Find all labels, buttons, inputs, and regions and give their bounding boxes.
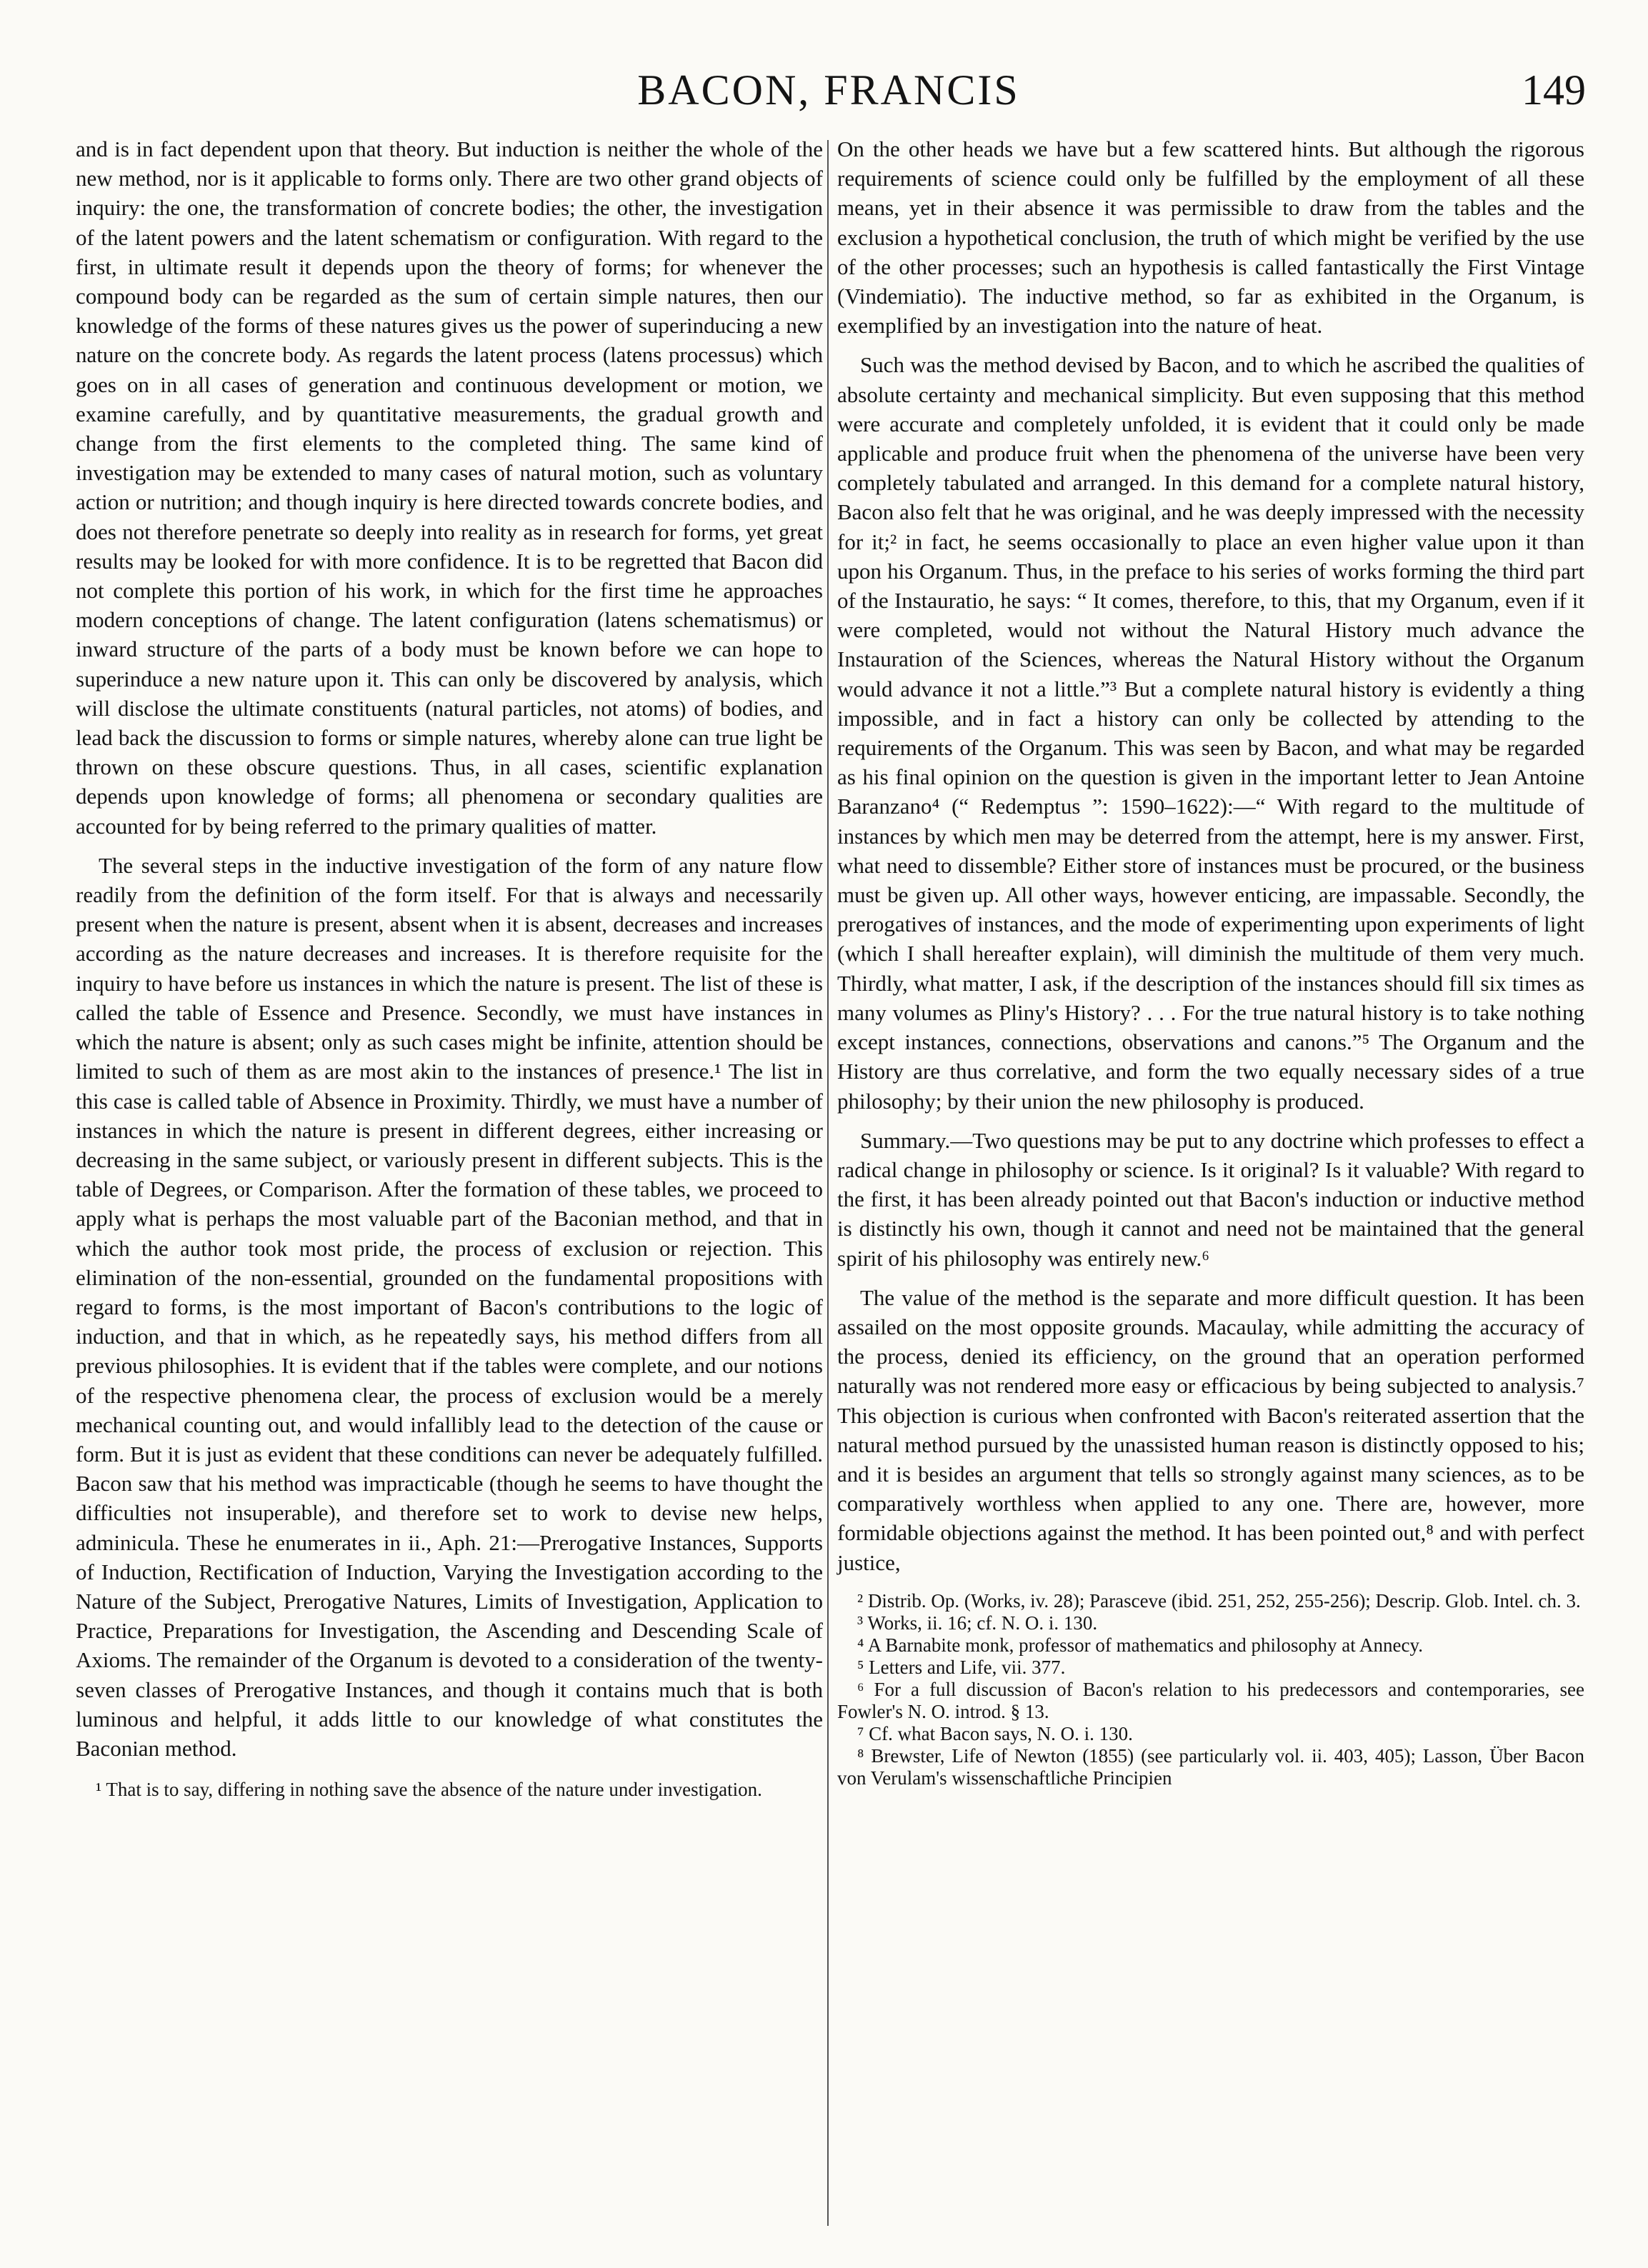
paragraph: The value of the method is the separate and more difficult question. It has been assailed on the most opposite grounds. Macaulay, while admitting the accuracy of the process, denied its efficiency, on the ground that an operation performed naturally was not rendered more easy or efficacious by being subjected to analysis.⁷ This objection is curious when confronted with Bacon's reiterated assertion that the natural method pursued by the unassisted human reason is distinctly opposed to his; and it is besides an argument that tells so strongly against many sciences, as to be comparatively worthless when applied to any one. There are, however, more formidable objections against the method. It has been pointed out,⁸ and with perfect justice, bbox=[837, 1284, 1584, 1575]
page-number: 149 bbox=[1522, 66, 1586, 114]
paragraph: The several steps in the inductive investigation of the form of any nature flow readily from the definition of the form itself. For that is always and necessarily present when the nature is present, absent when it is absent, decreases and increases according as the nature decreases and increases. It is therefore requisite for the inquiry to have before us instances in which the nature is present. The list of these is called the table of Essence and Presence. Secondly, we must have instances in which the nature is absent; only as such cases might be infinite, attention should be limited to such of them as are most akin to the instances of presence.¹ The list in this case is called table of Absence in Proximity. Thirdly, we must have a number of instances in which the nature is present in different degrees, either increasing or decreasing in the same subject, or variously present in different subjects. This is the table of Degrees, or Comparison. After the formation of these tables, we proceed to apply what is perhaps the most valuable part of the Baconian method, and that in which the author took most pride, the process of exclusion or rejection. This elimination of the non-essential, grounded on the fundamental propositions with regard to forms, is the most important of Bacon's contributions to the logic of induction, and that in which, as he repeatedly says, his method differs from all previous philosophies. It is evident that if the tables were complete, and our notions of the respective phenomena clear, the process of exclusion would be a merely mechanical counting out, and would infallibly lead to the detection of the cause or form. But it is just as evident that these conditions can never be adequately fulfilled. Bacon saw that his method was impracticable (though he seems to have thought the difficulties not insuperable), and therefore set to work to devise new helps, adminicula. These he enumerates in ii., Aph. 21:—Prerogative Instances, Supports of Induction, Rectification of Induction, Varying the Investigation according to the Nature of the Subject, Prerogative Natures, Limits of Investigation, Application to Practice, Preparations for Investigation, the Ascending and Descending Scale of Axioms. The remainder of the Organum is devoted to a consideration of the twenty-seven classes of Prerogative Instances, and though it contains much that is both luminous and helpful, it adds little to our knowledge of what constitutes the Baconian method. bbox=[76, 852, 823, 1761]
footnote: ⁸ Brewster, Life of Newton (1855) (see particularly vol. ii. 403, 405); Lasson, Über Bacon von Verulam's wissenschaftliche Principien bbox=[837, 1744, 1584, 1789]
footnote: ⁵ Letters and Life, vii. 377. bbox=[857, 1656, 1066, 1678]
footnote: ⁷ Cf. what Bacon says, N. O. i. 130. bbox=[857, 1722, 1133, 1744]
paragraph: Summary.—Two questions may be put to any doctrine which professes to effect a radical change in philosophy or science. Is it original? Is it valuable? With regard to the first, it has been already pointed out that Bacon's induction or inductive method is distinctly his own, though it cannot and need not be maintained that the general spirit of his philosophy was entirely new.⁶ bbox=[837, 1127, 1584, 1271]
footnote: ³ Works, ii. 16; cf. N. O. i. 130. bbox=[857, 1612, 1098, 1634]
running-title: BACON, FRANCIS bbox=[637, 66, 1020, 114]
left-column bbox=[76, 134, 823, 2249]
right-column bbox=[837, 134, 1584, 2249]
footnotes bbox=[837, 1590, 1584, 1789]
footnote: ⁴ A Barnabite monk, professor of mathematics and philosophy at Annecy. bbox=[857, 1634, 1424, 1656]
paragraph: and is in fact dependent upon that theory. But induction is neither the whole of the new method, nor is it applicable to forms only. There are two other grand objects of inquiry: the one, the transformation of concrete bodies; the other, the investigation of the latent powers and the latent schematism or configuration. With regard to the first, in ultimate result it depends upon the theory of forms; for whenever the compound body can be regarded as the sum of certain simple natures, then our knowledge of the forms of these natures gives us the power of superinducing a new nature on the concrete body. As regards the latent process (latens processus) which goes on in all cases of generation and continuous development or motion, we examine carefully, and by quantitative measurements, the gradual growth and change from the first elements to the completed thing. The same kind of investigation may be extended to many cases of natural motion, such as voluntary action or nutrition; and though inquiry is here directed towards concrete bodies, and does not therefore penetrate so deeply into reality as in research for forms, yet great results may be looked for with more confidence. It is to be regretted that Bacon did not complete this portion of his work, in which for the first time he approaches modern conceptions of change. The latent configuration (latens schematismus) or inward structure of the parts of a body must be known before we can hope to superinduce a new nature upon it. This can only be discovered by analysis, which will disclose the ultimate constituents (natural particles, not atoms) of bodies, and lead back the discussion to forms or simple natures, whereby alone can true light be thrown on these obscure questions. Thus, in all cases, scientific explanation depends upon knowledge of forms; all phenomena or secondary qualities are accounted for by being referred to the primary qualities of matter. bbox=[76, 136, 823, 839]
paragraph: Such was the method devised by Bacon, and to which he ascribed the qualities of absolute certainty and mechanical simplicity. But even supposing that this method were accurate and completely unfolded, it is evident that it could only be made applicable and produce fruit when the phenomena of the universe have been very completely tabulated and arranged. In this demand for a complete natural history, Bacon also felt that he was original, and he was deeply impressed with the necessity for it;² in fact, he seems occasionally to place an even higher value upon it than upon his Organum. Thus, in the preface to his series of works forming the third part of the Instauratio, he says: “ It comes, therefore, to this, that my Organum, even if it were completed, would not without the Natural History much advance the Instauration of the Sciences, whereas the Natural History without the Organum would advance it not a little.”³ But a complete natural history is evidently a thing impossible, and in fact a history can only be collected by attending to the requirements of the Organum. This was seen by Bacon, and what may be regarded as his final opinion on the question is given in the important letter to Jean Antoine Baranzano⁴ (“ Redemptus ”: 1590–1622):—“ With regard to the multitude of instances by which men may be deterred from the attempt, here is my answer. First, what need to dissemble? Either store of instances must be procured, or the business must be given up. All other ways, however enticing, are impassable. Secondly, the prerogatives of instances, and the mode of experimenting upon experiments of light (which I shall hereafter explain), will diminish the multitude of them very much. Thirdly, what matter, I ask, if the description of the instances should fill six times as many volumes as Pliny's History? . . . For the true natural history is to take nothing except instances, connections, observations and canons.”⁵ The Organum and the History are thus correlative, and form the two equally necessary sides of a true philosophy; by their union the new philosophy is produced. bbox=[837, 352, 1584, 1114]
footnote: ¹ That is to say, differing in nothing save the absence of the nature under investigation. bbox=[96, 1779, 762, 1801]
paragraph: On the other heads we have but a few scattered hints. But although the rigorous requirements of science could only be fulfilled by the employment of all these means, yet in their absence it was permissible to draw from the tables and the exclusion a hypothetical conclusion, the truth of which might be verified by the use of the other processes; such an hypothesis is called fantastically the First Vintage (Vindemiatio). The inductive method, so far as exhibited in the Organum, is exemplified by an investigation into the nature of heat. bbox=[837, 136, 1584, 339]
footnote: ⁶ For a full discussion of Bacon's relation to his predecessors and contemporaries, see Fowler's N. O. introd. § 13. bbox=[837, 1678, 1584, 1722]
column-divider bbox=[827, 140, 829, 2226]
page-header bbox=[71, 61, 1586, 119]
footnote: ² Distrib. Op. (Works, iv. 28); Parasceve (ibid. 251, 252, 255-256); Descrip. Glob. Intel. ch. 3. bbox=[857, 1589, 1581, 1612]
